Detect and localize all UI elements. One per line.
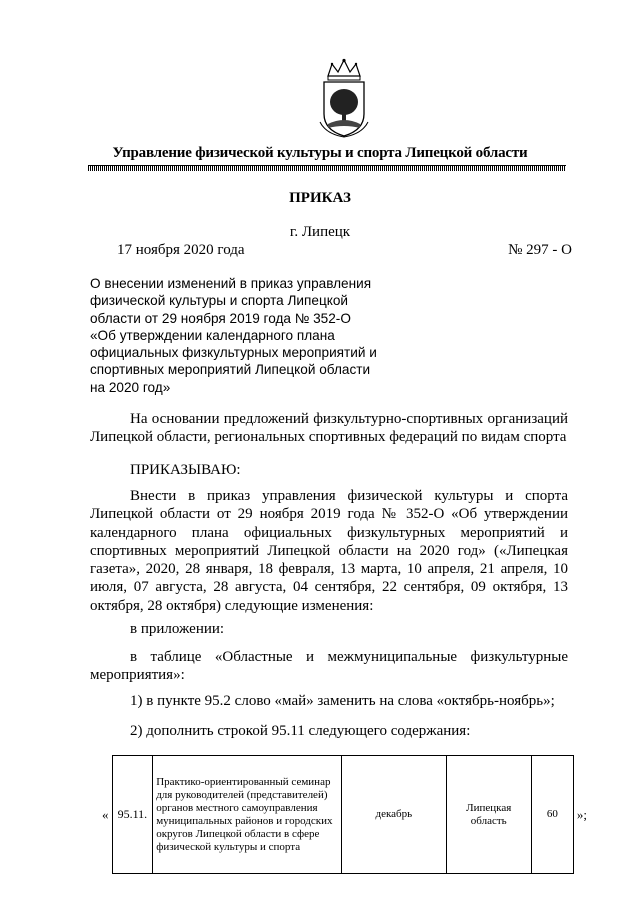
participants-cell: 60 [531, 756, 573, 874]
table-row [90, 756, 588, 874]
document-title: ПРИКАЗ [289, 190, 351, 206]
header-divider [88, 165, 566, 171]
row-number-cell: 95.11. [112, 756, 153, 874]
event-name-cell: Практико-ориентированный семинар для руководителей (представителей) органов местного самоуправления муниципальных районов и городских округов Липецкой области в сфере физической культуры и спорта [153, 756, 342, 874]
subject-line: на 2020 год» [90, 379, 171, 395]
amendment-table [90, 755, 588, 874]
subject-line: «Об утверждении календарного плана [90, 327, 335, 343]
subject-line: спортивных мероприятий Липецкой области [90, 362, 371, 378]
close-quote: »; [576, 807, 587, 822]
subject-line: области от 29 ноября 2019 года № 352-О [90, 310, 351, 326]
organization-header: Управление физической культуры и спорта Липецкой области [112, 145, 528, 161]
amendment-paragraph: Внести в приказ управления физической культуры и спорта Липецкой области от 29 ноября 2019 года № 352-О «Об утверждении календарного плана официальных физкультурных мероприятий и спортивных мероприятий Липецкой области на 2020 год» («Липецкая газета», 2020, 28 января, 18 февраля, 13 марта, 10 апреля, 21 апреля, 10 июля, 07 августа, 28 августа, 04 сентября, 22 сентября, 09 октября, 13 октября, 28 октября) следующие изменения: [90, 488, 568, 614]
change-item-2: 2) дополнить строкой 95.11 следующего содержания: [130, 723, 471, 739]
change-item-1: 1) в пункте 95.2 слово «май» заменить на слова «октябрь-ноябрь»; [130, 693, 555, 709]
document-subject [90, 275, 410, 396]
basis-paragraph: На основании предложений физкультурно-спортивных организаций Липецкой области, региональных спортивных федераций по видам спорта [90, 411, 568, 446]
open-quote: « [102, 807, 109, 822]
subject-line: официальных физкультурных мероприятий и [90, 345, 377, 361]
month-cell: декабрь [342, 756, 446, 874]
subject-line: О внесении изменений в приказ управления [90, 276, 372, 291]
location-cell: Липецкая область [446, 756, 531, 874]
order-heading: ПРИКАЗЫВАЮ: [130, 462, 241, 478]
table-reference-paragraph: в таблице «Областные и межмуниципальные физкультурные мероприятия»: [90, 649, 568, 684]
appendix-paragraph: в приложении: [130, 621, 225, 637]
document-date: 17 ноября 2020 года [117, 242, 245, 258]
subject-line: физической культуры и спорта Липецкой [90, 293, 348, 309]
document-number: № 297 - О [508, 242, 572, 258]
document-city: г. Липецк [289, 224, 351, 240]
lipetsk-coat-of-arms-icon [318, 58, 370, 138]
